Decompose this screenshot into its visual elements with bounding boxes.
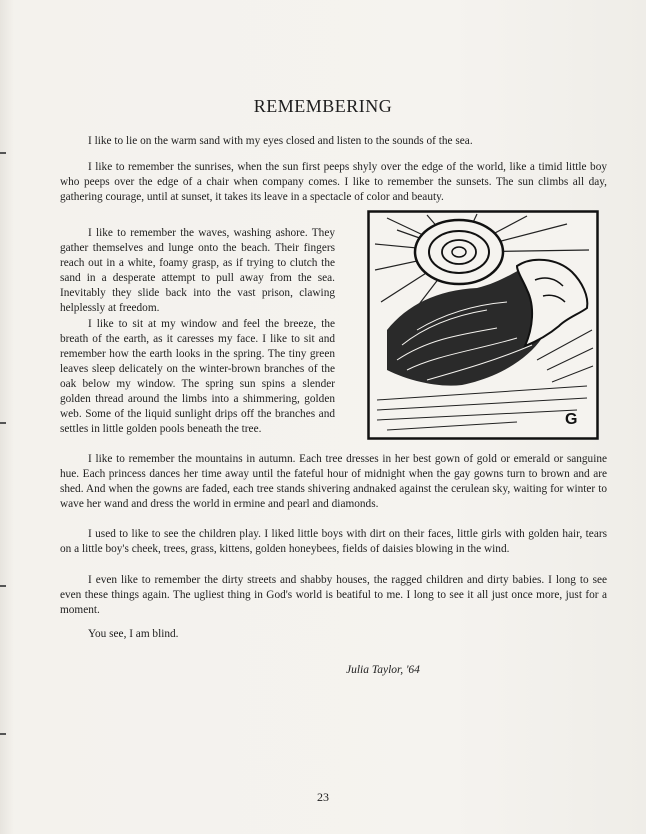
- paragraph-7: I even like to remember the dirty streets and shabby houses, the ragged children and dirty babies. I long to see even these things again. The ugliest thing in God's world is beatiful to me. I long to see it all just once more, just for a moment.: [60, 574, 607, 616]
- paragraph-3: I like to remember the waves, washing ashore. They gather themselves and lunge onto the beach. Their fingers reach out in a white, foamy grasp, as if trying to clutch the sand in a desperate attempt to pull away from the sea. Inevitably they slide back into the vast prison, clawing helplessly at freedom.: [60, 227, 335, 314]
- sun-and-reclining-face-ink-drawing-icon: [367, 210, 599, 440]
- paragraph-1: I like to lie on the warm sand with my eyes closed and listen to the sounds of the sea.: [88, 135, 473, 147]
- paragraph-8: You see, I am blind.: [88, 628, 179, 640]
- page-title: REMEMBERING: [253, 96, 393, 116]
- paragraph-6: I used to like to see the children play. I liked little boys with dirt on their faces, little girls with golden hair, tears on a little boy's cheek, trees, grass, kittens, golden honeybees, fields of daisies blowing in the wind.: [60, 528, 607, 555]
- author-signature: Julia Taylor, '64: [346, 664, 420, 676]
- paragraph-2: I like to remember the sunrises, when the sun first peeps shyly over the edge of the world, like a timid little boy who peeps over the edge of a chair when company comes. I like to remember the sunsets. The sun climbs all day, gathering courage, until at sunset, it takes its leave in a spectacle of color and beauty.: [60, 161, 607, 203]
- paragraph-5: I like to remember the mountains in autumn. Each tree dresses in her best gown of gold or emerald or sanguine hue. Each princess dances her time away until the fateful hour of midnight when the gay gowns turn to brown and are shed. And when the gowns are faded, each tree stands shivering andnaked against the cerulean sky, waiting for winter to wave her wand and dress the world in ermine and pearl and diamonds.: [60, 453, 607, 510]
- binding-mark: [0, 585, 6, 587]
- binding-mark: [0, 422, 6, 424]
- paragraph-4: I like to sit at my window and feel the breeze, the breath of the earth, as it caresses my face. I like to sit and remember how the earth looks in the spring. The tiny green leaves sleep delicately on the winter-brown branches of the oak below my window. The spring sun spins a slender golden thread around the limbs into a shimmering, golden web. Some of the liquid sunlight drips off the branches and settles in little golden pools beneath the tree.: [60, 318, 335, 435]
- page-number: 23: [317, 790, 329, 804]
- binding-mark: [0, 733, 6, 735]
- artist-monogram: G: [565, 411, 578, 428]
- binding-mark: [0, 152, 6, 154]
